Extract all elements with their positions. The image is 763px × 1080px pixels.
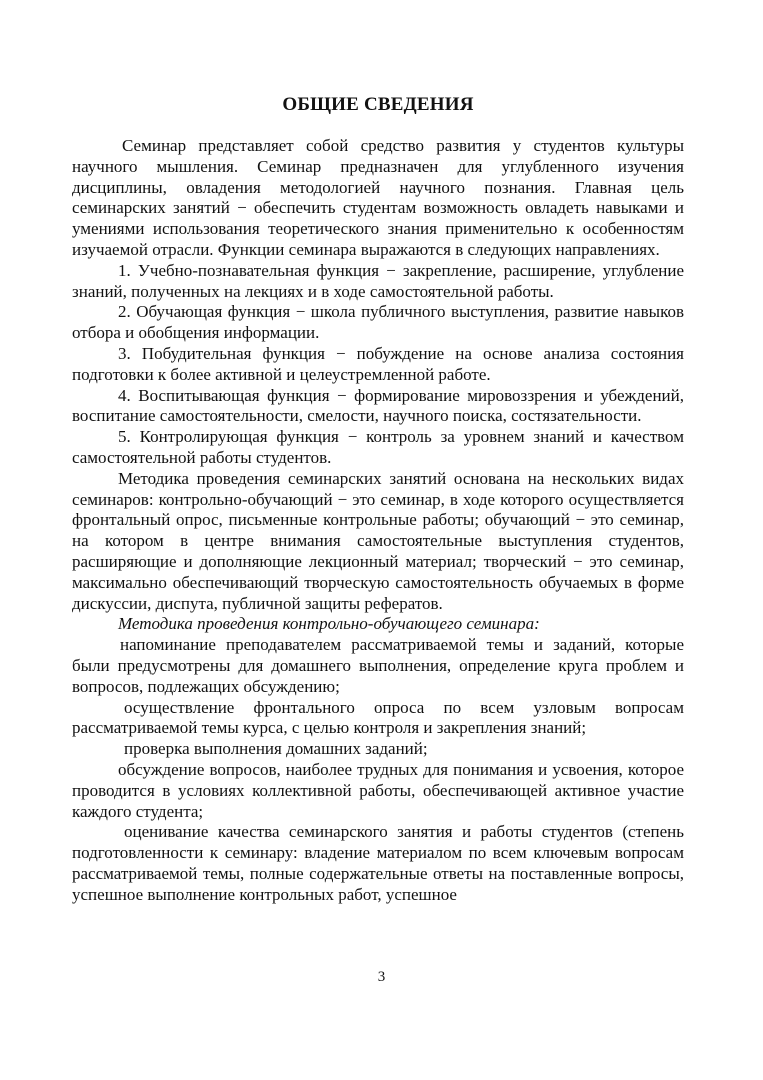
document-page (72, 92, 684, 905)
seminar-step-discussion: обсуждение вопросов, наиболее трудных для понимания и усвоения, которое проводится в условиях коллективной работы, обеспечивающей активное участие каждого студента; (72, 759, 684, 821)
methodology-paragraph: Методика проведения семинарских занятий основана на нескольких видах семинаров: контрольно-обучающий − это семинар, в ходе которого осуществляется фронтальный опрос, письменные контрольные работы; обучающий − это семинар, на котором в центре внимания самостоятельные выступления студентов, расширяющие и дополняющие лекционный материал; творческий − это семинар, максимально обеспечивающий творческую самостоятельность обучаемых в форме дискуссии, диспута, публичной защиты рефератов. (72, 468, 684, 613)
seminar-step-homework-check: проверка выполнения домашних заданий; (124, 739, 428, 759)
intro-paragraph: Семинар представляет собой средство развития у студентов культуры научного мышления. Семинар предназначен для углубленного изучения дисциплины, овладения методологией научного познания. Главная цель семинарских занятий − обеспечить студентам возможность овладеть навыками и умениями использования теоретического знания применительно к особенностям изучаемой отрасли. Функции семинара выражаются в следующих направлениях. (72, 136, 684, 259)
function-item-3: 3. Побудительная функция − побуждение на основе анализа состояния подготовки к более активной и целеустремленной работе. (72, 343, 684, 384)
seminar-step-reminder: напоминание преподавателем рассматриваемой темы и заданий, которые были предусмотрены для домашнего выполнения, определение круга проблем и вопросов, подлежащих обсуждению; (72, 635, 684, 696)
document-title: ОБЩИЕ СВЕДЕНИЯ (282, 94, 474, 115)
function-item-4: 4. Воспитывающая функция − формирование мировоззрения и убеждений, воспитание самостоятельности, смелости, научного поиска, состязательности. (72, 385, 684, 426)
function-item-2: 2. Обучающая функция − школа публичного выступления, развитие навыков отбора и обобщения информации. (72, 302, 684, 343)
function-item-5: 5. Контролирующая функция − контроль за уровнем знаний и качеством самостоятельной работы студентов. (72, 427, 684, 467)
seminar-step-survey: осуществление фронтального опроса по всем узловым вопросам рассматриваемой темы курса, с целью контроля и закрепления знаний; (72, 697, 684, 738)
methodology-subheading: Методика проведения контрольно-обучающего семинара: (118, 614, 540, 634)
page-number: 3 (377, 969, 386, 985)
seminar-step-evaluation: оценивание качества семинарского занятия и работы студентов (степень подготовленности к семинару: владение материалом по всем ключевым вопросам рассматриваемой темы, полные содержательные ответы на поставленные вопросы, успешное выполнение контрольных работ, успешное (72, 822, 684, 904)
function-item-1: 1. Учебно-познавательная функция − закрепление, расширение, углубление знаний, полученных на лекциях и в ходе самостоятельной работы. (72, 260, 684, 301)
